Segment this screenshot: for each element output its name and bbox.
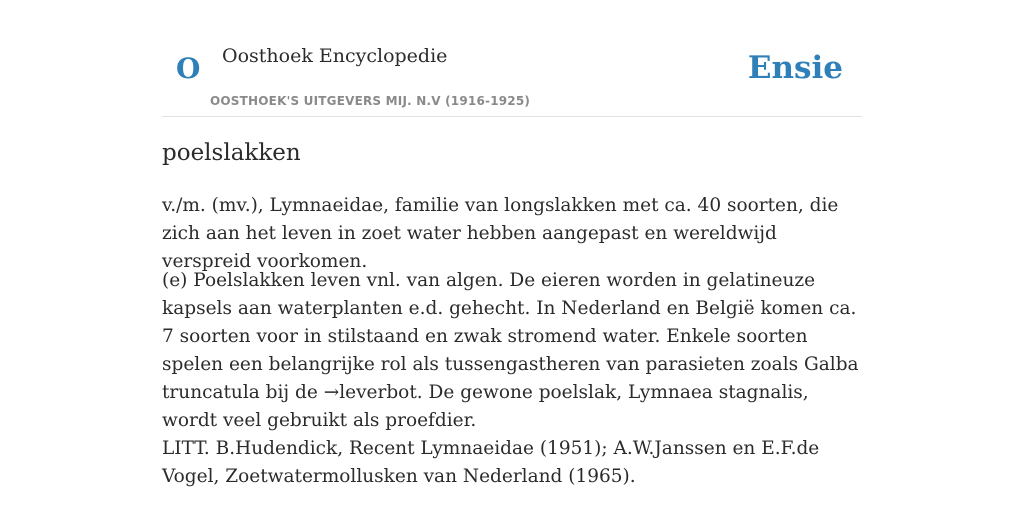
publication-name[interactable]: Oosthoek Encyclopedie [222,45,448,67]
entry-definition: v./m. (mv.), Lymnaeidae, familie van longslakken met ca. 40 soorten, die zich aan het leven in zoet water hebben aangepast en wereldwijd verspreid voorkomen. [162,195,839,272]
publication-logo[interactable]: O [176,52,201,85]
brand-logo-link[interactable]: Ensie [747,50,843,86]
entry-literature: LITT. B.Hudendick, Recent Lymnaeidae (1951); A.W.Janssen en E.F.de Vogel, Zoetwatermollusken van Nederland (1965). [162,438,820,487]
cross-reference-link[interactable]: →leverbot [323,382,417,403]
publication-meta: OOSTHOEK'S UITGEVERS MIJ. N.V (1916-1925) [210,94,531,108]
entry-body [162,267,862,435]
entry-body-text-continued: . De gewone poelslak, Lymnaea stagnalis, wordt veel gebruikt als proefdier. [162,382,809,431]
entry-title: poelslakken [162,140,301,166]
publication-header [162,0,862,117]
entry-body-text: (e) Poelslakken leven vnl. van algen. De eieren worden in gelatineuze kapsels aan waterplanten e.d. gehecht. In Nederland en België komen ca. 7 soorten voor in stilstaand en zwak stromend water. Enkele soorten spelen een belangrijke rol als tussengastheren van parasieten zoals Galba truncatula bij de [162,270,859,403]
